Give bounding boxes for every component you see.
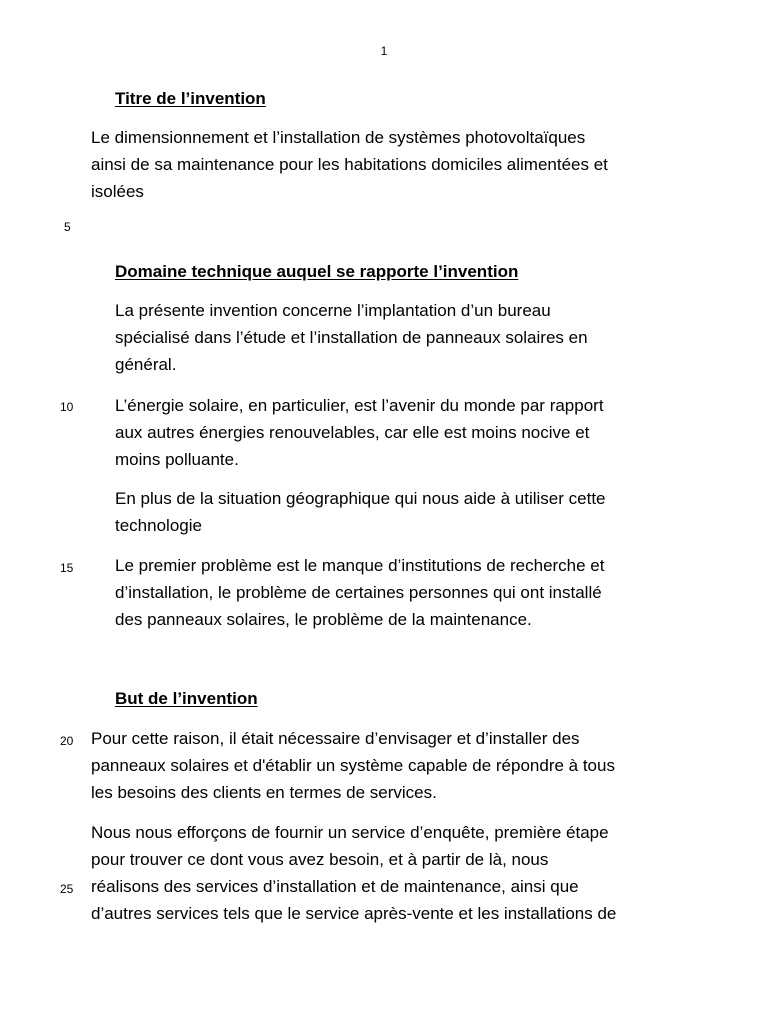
domain-heading: Domaine technique auquel se rapporte l’invention <box>115 262 519 281</box>
goal-paragraph-2: Nous nous efforçons de fournir un service d’enquête, première étape pour trouver ce dont vous avez besoin, et à partir de là, nous réalisons des services d’installation et de maintenance, ainsi que d’autres services tels que le service après-vente et les installations de <box>91 823 617 923</box>
line-number-20: 20 <box>60 734 74 748</box>
goal-heading: But de l’invention <box>115 689 258 708</box>
domain-paragraph-3: En plus de la situation géographique qui nous aide à utiliser cette technologie <box>115 489 606 535</box>
domain-paragraph-4: Le premier problème est le manque d’institutions de recherche et d’installation, le problème de certaines personnes qui ont installé des panneaux solaires, le problème de la maintenance. <box>115 556 605 629</box>
page-number: 1 <box>380 44 388 58</box>
domain-paragraph-2: L’énergie solaire, en particulier, est l’avenir du monde par rapport aux autres énergies renouvelables, car elle est moins nocive et moins polluante. <box>115 396 604 469</box>
line-number-10: 10 <box>60 400 74 414</box>
goal-paragraph-1: Pour cette raison, il était nécessaire d’envisager et d’installer des panneaux solaires et d'établir un système capable de répondre à tous les besoins des clients en termes de services. <box>91 729 615 802</box>
line-number-5: 5 <box>64 220 71 234</box>
domain-paragraph-1: La présente invention concerne l’implantation d’un bureau spécialisé dans l’étude et l’installation de panneaux solaires en général. <box>115 301 588 374</box>
title-paragraph: Le dimensionnement et l’installation de systèmes photovoltaïques ainsi de sa maintenance pour les habitations domiciles alimentées et isolées <box>91 128 608 201</box>
line-number-25: 25 <box>60 882 74 896</box>
line-number-15: 15 <box>60 561 74 575</box>
title-heading: Titre de l’invention <box>115 89 266 108</box>
